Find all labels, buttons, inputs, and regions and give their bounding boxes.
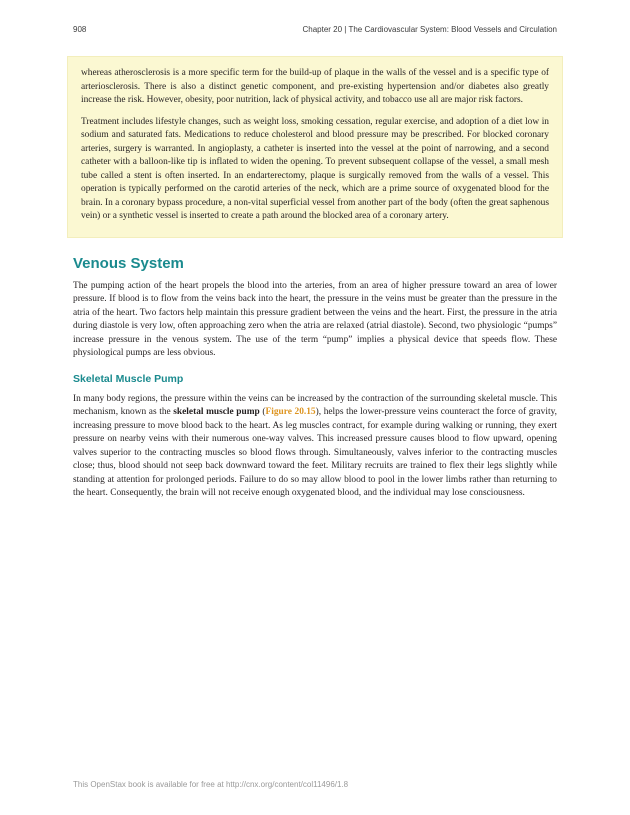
paren-close: ), — [315, 407, 324, 417]
note-box — [67, 56, 563, 238]
skeletal-muscle-pump-paragraph — [73, 393, 557, 501]
figure-20-15-link[interactable]: Figure 20.15 — [265, 407, 316, 417]
page-number: 908 — [73, 25, 87, 34]
page-header — [0, 0, 630, 34]
paragraph-text-post: helps the lower-pressure veins counteract the force of gravity, increasing pressure to move blood back to the heart. As leg muscles contract, for example during walking or running, they exert pressure on nearby veins with their numerous one-way valves. This increased pressure causes blood to flow upward, opening valves superior to the contracting muscles so blood flows through. Simultaneously, valves inferior to the contracting muscles close; thus, blood should not seep back downward toward the feet. Military recruits are trained to flex their legs slightly while standing at attention for prolonged periods. Failure to do so may allow blood to pool in the lower limbs rather than returning to the heart. Consequently, the brain will not receive enough oxygenated blood, and the individual may lose consciousness. — [73, 407, 557, 498]
paren-open: ( — [259, 407, 266, 417]
page-footer — [73, 780, 348, 789]
subsection-title-skeletal-muscle-pump: Skeletal Muscle Pump — [73, 372, 184, 385]
page-content — [73, 56, 557, 501]
note-paragraph-1: whereas atherosclerosis is a more specific term for the build-up of plaque in the walls of the vessel and is a specific type of arteriosclerosis. There is also a distinct genetic component, and pre-existing hypertension and/or diabetes also greatly increase the risk. However, obesity, poor nutrition, lack of physical activity, and tobacco use all are major risk factors. — [81, 68, 549, 105]
paragraph-text-pre: In many body regions, the pressure within the veins can be increased by the contraction of the surrounding skeletal muscle. This mechanism, known as the — [73, 393, 557, 417]
section-title-venous-system: Venous System — [73, 254, 184, 272]
footer-text: This OpenStax book is available for free at http://cnx.org/content/col11496/1.8 — [73, 780, 349, 789]
key-term-skeletal-muscle-pump: skeletal muscle pump — [173, 407, 260, 417]
note-paragraph-2: Treatment includes lifestyle changes, such as weight loss, smoking cessation, regular exercise, and adoption of a diet low in sodium and saturated fats. Medications to reduce cholesterol and blood pressure may be prescribed. For blocked coronary arteries, surgery is warranted. In angioplasty, a catheter is inserted into the vessel at the point of narrowing, and a second catheter with a balloon-like tip is inflated to widen the opening. To prevent subsequent collapse of the vessel, a small mesh tube called a stent is often inserted. In an endarterectomy, plaque is surgically removed from the walls of a vessel. This operation is typically performed on the carotid arteries of the neck, which are a prime source of oxygenated blood for the brain. In a coronary bypass procedure, a non-vital superficial vessel from another part of the body (often the great saphenous vein) or a synthetic vessel is inserted to create a path around the blocked area of a coronary artery. — [81, 116, 549, 221]
running-chapter-title: Chapter 20 | The Cardiovascular System: Blood Vessels and Circulation — [302, 25, 557, 34]
venous-system-paragraph: The pumping action of the heart propels the blood into the arteries, from an area of higher pressure toward an area of lower pressure. If blood is to flow from the veins back into the heart, the pressure in the veins must be greater than the pressure in the atria of the heart. Two factors help maintain this pressure gradient between the veins and the heart. First, the pressure in the atria during diastole is very low, often approaching zero when the atria are relaxed (atrial diastole). Second, two physiologic “pumps” increase pressure in the venous system. The use of the term “pump” implies a physical device that speeds flow. These physiological pumps are less obvious. — [73, 280, 557, 358]
